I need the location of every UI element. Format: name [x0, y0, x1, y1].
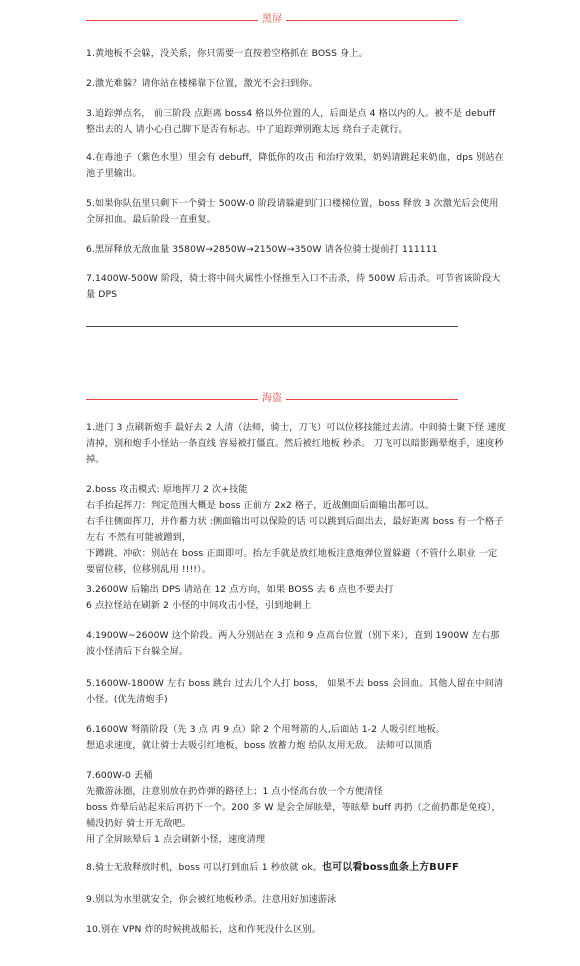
list-item: 6.1600W 弩箭阶段（先 3 点 再 9 点）除 2 个用弩箭的人,后面站 1-2 人吸引红地板。 想追求速度，就让骑士去吸引红地板，boss 放蓄力炮 给队友用无敌。 法师可以顶盾: [86, 724, 446, 751]
list-item: 7.600W-0 丢桶 先撒游泳圈，注意别放在扔炸弹的路径上；1 点小怪高台放一个方便清怪 boss 炸晕后站起来后再扔下一个。200 多 W 是会全屏眩晕，等眩晕 buff 再扔（之前扔都是免疫），桶没扔好 骑士开无敌吧。 用了全屏眩晕后 1 点会刷新小怪，速度清理: [86, 770, 501, 845]
list-item: 4.1900W~2600W 这个阶段。两人分别站在 3 点和 9 点高台位置（别下来），直到 1900W 左右那波小怪清后下台躲全屏。: [86, 630, 500, 657]
section-header-haidao: [86, 392, 458, 406]
divider-left: [86, 399, 258, 400]
list-item: 2.激光难躲？请你站在楼梯靠下位置，激光不会扫到你。: [86, 78, 318, 89]
list-item: 3.追踪弹点名， 前三阶段 点距离 boss4 格以外位置的人，后面是点 4 格以内的人。被不是 debuff 整出去的人 请小心自己脚下是否有标志。中了追踪弹别跑太远 绕台子走就行。: [86, 108, 496, 135]
divider-right: [286, 399, 458, 400]
list-item: 7.1400W-500W 阶段，骑士将中间火属性小怪推至入口不击杀，待 500W 后击杀。可节省该阶段大量 DPS: [86, 273, 501, 300]
section-end-divider: [86, 326, 458, 327]
list-item-8: [86, 860, 506, 876]
list-item: 5.如果你队伍里只剩下一个骑士 500W-0 阶段请躲避到门口楼梯位置，boss 释放 3 次激光后会使用全屏扣血。最后阶段一直重复。: [86, 198, 499, 225]
divider-right: [286, 20, 458, 21]
highlight-text: 也可以看boss血条上方BUFF: [322, 862, 459, 873]
list-item: 4.在毒池子（紫色水里）里会有 debuff，降低你的攻击 和治疗效果，奶妈请跳起来奶血，dps 别站在池子里输出。: [86, 152, 504, 179]
list-item: 2.boss 攻击模式: 原地挥刀 2 次+技能 右手抬起挥刀：判定范围大概是 boss 正前方 2x2 格子，近战侧面后面输出都可以。 右手往侧面挥刀，并作蓄力状 :侧面输出可以保险的话 可以跳到后面出去，最好距离 boss 有一个格子左右 不然有可能被蹭到， 下蹲跳、冲砍：别站在 boss 正面即可。抬左手就是放红地板注意炮弹位置躲避（不管什么职业 一定要留位移，位移别乱用 !!!!）。: [86, 484, 504, 575]
list-item: 3.2600W 后输出 DPS 请站在 12 点方向，如果 BOSS 去 6 点也不要去打 6 点拉怪站在刷新 2 小怪的中间攻击小怪，引到地刺上: [86, 584, 394, 611]
section-title: 海盗: [262, 393, 282, 404]
list-item: 9.别以为水里就安全，你会被红地板秒杀。注意用好加速游泳: [86, 894, 337, 905]
list-item: 5.1600W-1800W 左右 boss 跳台 过去几个人打 boss， 如果不去 boss 会回血。其他人留在中间清小怪。(优先清炮手): [86, 678, 504, 705]
section-title: 黑屏: [262, 14, 282, 25]
list-item: 1.进门 3 点刷新炮手 最好去 2 人清（法师，骑士，刀飞）可以位移技能过去清。中间骑士聚下怪 速度清掉，别和炮手小怪站一条直线 容易被打僵直。然后被红地板 秒杀。 刀飞可以暗影踢晕炮手，速度秒掉。: [86, 422, 506, 465]
list-item: 10.别在 VPN 炸的时候挑战船长，这和作死没什么区别。: [86, 924, 321, 935]
item-text: 8.骑士无敌释放时机，boss 可以打到血后 1 秒放就 ok。: [86, 862, 323, 873]
list-item: 6.黑屏释放无敌血量 3580W→2850W→2150W→350W 请各位骑士提前打 111111: [86, 244, 438, 255]
section-header-heiping: [86, 13, 458, 27]
list-item: 1.黄地板不会躲，没关系，你只需要一直按着空格抓在 BOSS 身上。: [86, 48, 368, 59]
divider-left: [86, 20, 258, 21]
